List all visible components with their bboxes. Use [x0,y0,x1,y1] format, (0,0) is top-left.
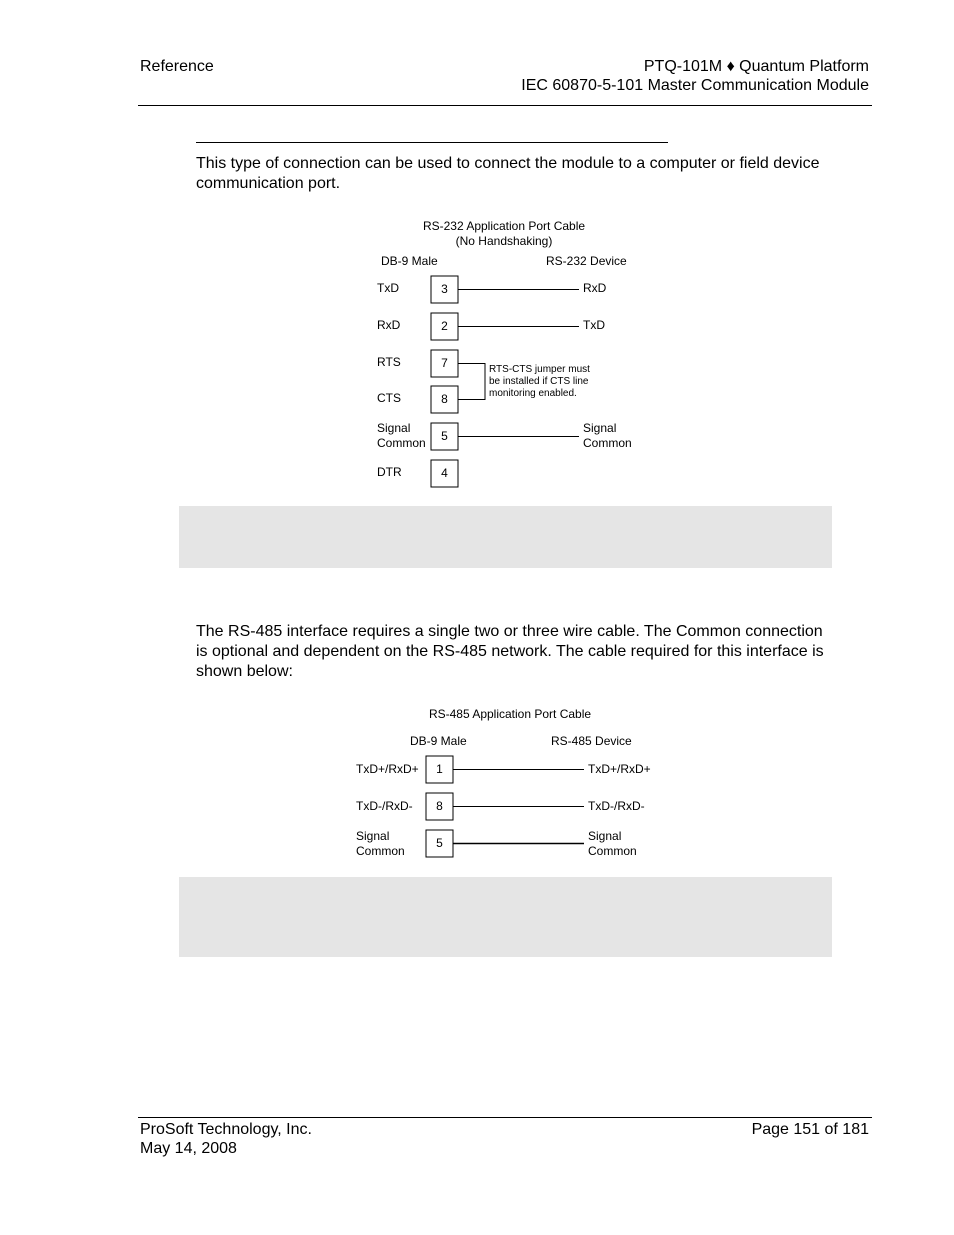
header-section-label: Reference [140,58,214,75]
rts-cts-jumper-line [458,364,485,400]
rs232-pin-number: 2 [441,319,448,333]
rs485-row-left-label: Common [356,844,405,858]
rs232-row-right-label: Signal [583,421,617,435]
rs232-row-right-label: Common [583,436,632,450]
rs485-intro-paragraph: The RS-485 interface requires a single two or three wire cable. The Common connection is optional and dependent on the RS-485 network. The cable required for this interface is shown below: [196,623,824,680]
note-box-rs485 [179,877,832,957]
section-heading-rule [196,142,668,143]
rs485-row-right-label: TxD-/RxD- [588,799,645,813]
rs485-row-left-label: Signal [356,829,390,843]
rs232-row-right-label: RxD [583,281,607,295]
rs232-row-left-label: RTS [377,355,401,369]
rs232-pin-number: 4 [441,466,448,480]
rs485-pin-number: 8 [436,799,443,813]
rs485-diagram-title: RS-485 Application Port Cable [428,707,592,721]
rs485-left-header: DB-9 Male [410,734,467,748]
jumper-note-line: be installed if CTS line [489,376,589,387]
rs232-row-right-label: TxD [583,318,605,332]
rs485-pin-number: 1 [436,762,443,776]
rs485-row-right-label: Common [588,844,637,858]
rs232-pin-number: 5 [441,429,448,443]
footer-rule [138,1117,872,1118]
rs232-pin-number: 7 [441,356,448,370]
rs485-row-right-label: Signal [588,829,622,843]
rs232-row-left-label: TxD [377,281,399,295]
note-box-rs232 [179,506,832,568]
rs232-row-left-label: Common [377,436,426,450]
rs232-diagram-subtitle: (No Handshaking) [455,234,553,248]
footer-company: ProSoft Technology, Inc. [140,1121,312,1138]
rs232-row-left-label: CTS [377,391,401,405]
rs232-diagram-title: RS-232 Application Port Cable [422,219,586,233]
rs232-left-header: DB-9 Male [381,254,438,268]
header-rule [138,105,872,106]
rs232-pin-number: 8 [441,392,448,406]
jumper-note-line: monitoring enabled. [489,388,577,399]
rs232-row-left-label: DTR [377,465,402,479]
rs232-row-left-label: Signal [377,421,411,435]
rs485-row-left-label: TxD-/RxD- [356,799,413,813]
rs485-cable-diagram [350,703,670,863]
header-product-subtitle: IEC 60870-5-101 Master Communication Module [521,77,869,94]
rs485-row-left-label: TxD+/RxD+ [356,762,419,776]
rs232-cable-diagram [360,212,660,497]
rs232-right-header: RS-232 Device [546,254,627,268]
footer-date: May 14, 2008 [140,1140,237,1157]
rs485-pin-number: 5 [436,836,443,850]
footer-page-number: Page 151 of 181 [751,1121,869,1138]
rs232-row-left-label: RxD [377,318,401,332]
header-product-title: PTQ-101M ♦ Quantum Platform [643,58,869,75]
rs485-row-right-label: TxD+/RxD+ [588,762,651,776]
rs232-pin-number: 3 [441,282,448,296]
jumper-note-line: RTS-CTS jumper must [489,364,590,375]
rs232-intro-paragraph: This type of connection can be used to connect the module to a computer or field device communication port. [196,155,820,192]
rs485-right-header: RS-485 Device [551,734,632,748]
